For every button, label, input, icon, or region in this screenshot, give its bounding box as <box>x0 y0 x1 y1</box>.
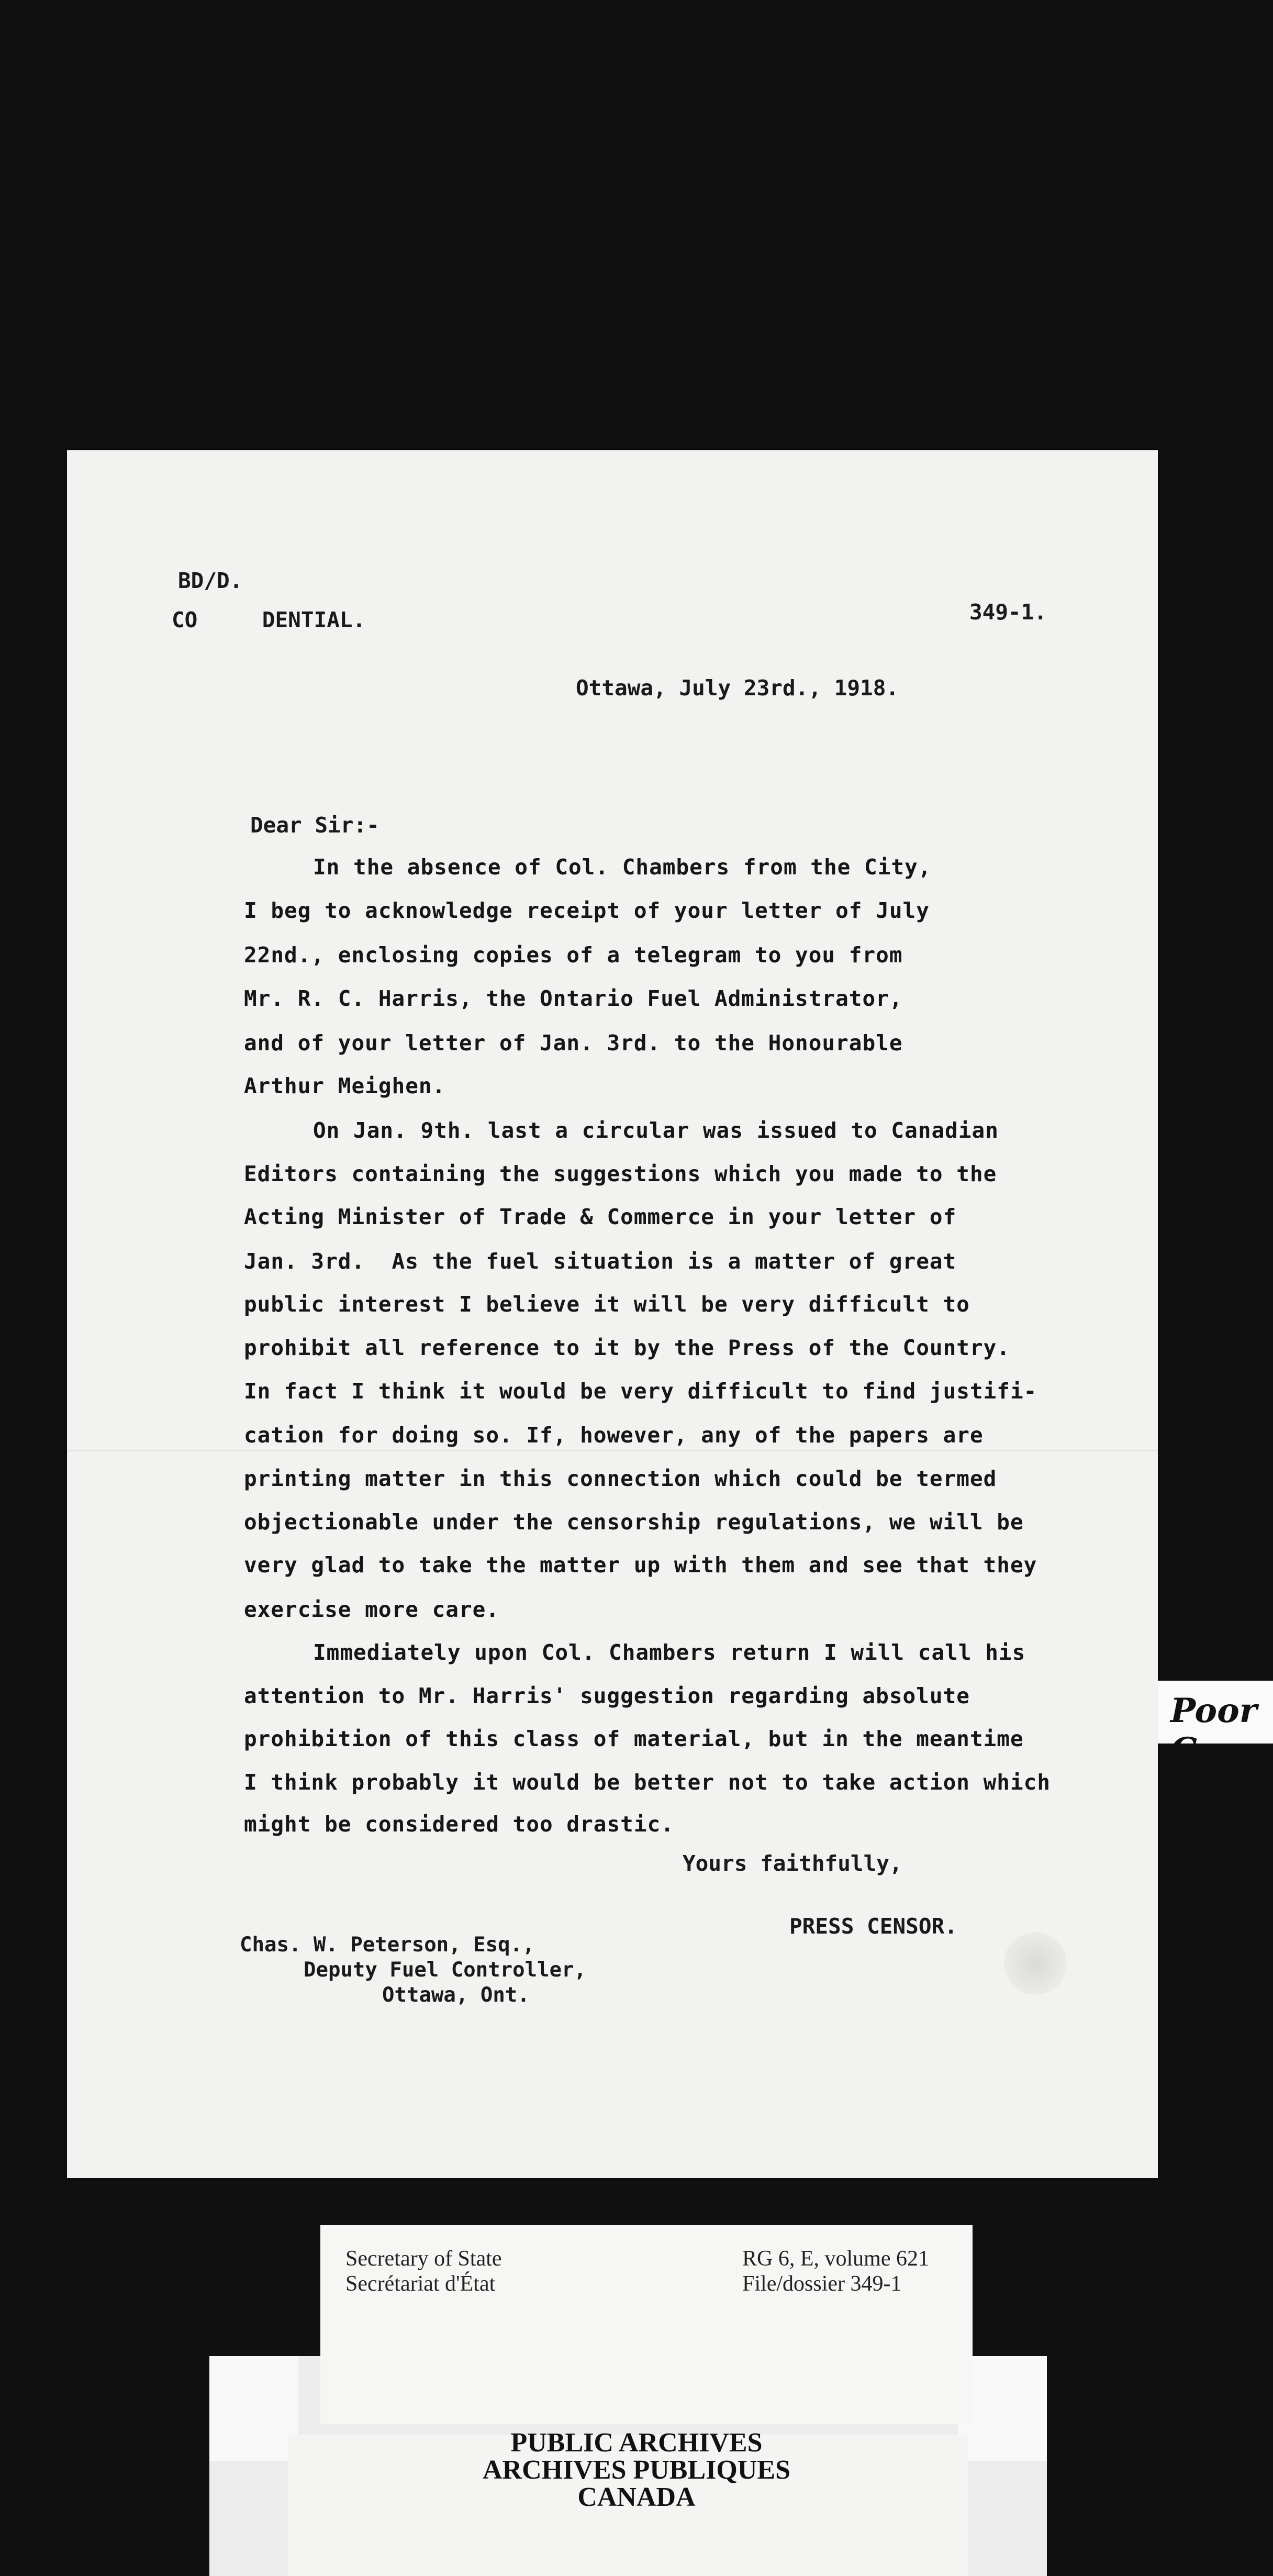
archive-stamp-line: CANADA <box>577 2482 696 2512</box>
body-line: public interest I believe it will be very difficult to <box>244 1292 970 1317</box>
body-line: Arthur Meighen. <box>244 1073 446 1098</box>
body-line: I think probably it would be better not to take action which <box>244 1770 1051 1795</box>
body-line: and of your letter of Jan. 3rd. to the Honourable <box>244 1030 903 1056</box>
signature: PRESS CENSOR. <box>789 1914 957 1939</box>
body-line: I beg to acknowledge receipt of your letter of July <box>244 898 930 923</box>
page-fold-line <box>67 1450 1158 1451</box>
margin-note-tab <box>1158 1681 1273 1770</box>
classification: CO DENTIAL. <box>172 607 366 632</box>
reference-card <box>320 2225 973 2424</box>
salutation: Dear Sir:- <box>250 813 379 838</box>
body-line: printing matter in this connection which could be termed <box>244 1466 997 1491</box>
addressee-line: Chas. W. Peterson, Esq., <box>240 1933 535 1957</box>
body-line: Editors containing the suggestions which you made to the <box>244 1161 997 1186</box>
file-ref: File/dossier 349-1 <box>742 2272 902 2296</box>
body-line: cation for doing so. If, however, any of the papers are <box>244 1423 984 1448</box>
body-line: might be considered too drastic. <box>244 1812 674 1837</box>
dept-fr: Secrétariat d'État <box>345 2272 496 2296</box>
body-line: prohibition of this class of material, but in the meantime <box>244 1726 1024 1751</box>
dept-en: Secretary of State <box>345 2247 502 2271</box>
body-line: very glad to take the matter up with them and see that they <box>244 1552 1037 1578</box>
letter-page <box>67 450 1158 2178</box>
addressee-line: Ottawa, Ont. <box>382 1983 530 2007</box>
body-line: attention to Mr. Harris' suggestion regarding absolute <box>244 1683 970 1708</box>
body-line: Immediately upon Col. Chambers return I will call his <box>313 1640 1026 1665</box>
body-line: In fact I think it would be very difficult to find justifi- <box>244 1379 1037 1404</box>
addressee-line: Deputy Fuel Controller, <box>304 1958 587 1982</box>
body-line: In the absence of Col. Chambers from the City, <box>313 854 932 880</box>
ink-smudge <box>1004 1932 1067 1995</box>
body-line: Acting Minister of Trade & Commerce in your letter of <box>244 1204 957 1229</box>
body-line: exercise more care. <box>244 1597 499 1622</box>
margin-note: Poor C <box>1170 1691 1257 1770</box>
body-line: Mr. R. C. Harris, the Ontario Fuel Administrator, <box>244 986 903 1011</box>
body-line: Jan. 3rd. As the fuel situation is a matter of great <box>244 1249 957 1274</box>
archive-stamp-line: PUBLIC ARCHIVES <box>510 2428 763 2458</box>
archive-stamp-line: ARCHIVES PUBLIQUES <box>482 2455 791 2485</box>
volume-ref: RG 6, E, volume 621 <box>742 2247 929 2271</box>
body-line: 22nd., enclosing copies of a telegram to you from <box>244 942 903 968</box>
body-line: On Jan. 9th. last a circular was issued to Canadian <box>313 1118 999 1143</box>
body-line: prohibit all reference to it by the Press of the Country. <box>244 1335 1010 1360</box>
letter-date: Ottawa, July 23rd., 1918. <box>576 675 899 701</box>
closing: Yours faithfully, <box>683 1851 902 1876</box>
file-number: 349-1. <box>969 599 1047 625</box>
letter-initials: BD/D. <box>178 568 243 593</box>
body-line: objectionable under the censorship regulations, we will be <box>244 1509 1024 1535</box>
